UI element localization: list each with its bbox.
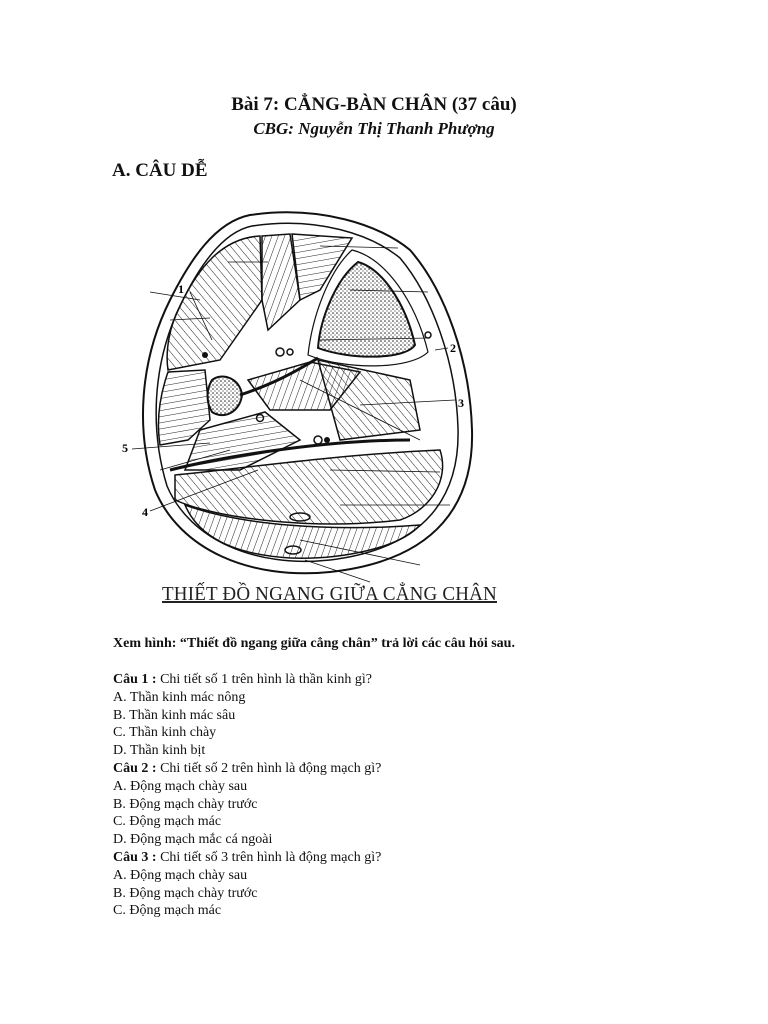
document-title: Bài 7: CẲNG-BÀN CHÂN (37 câu) (231, 94, 517, 115)
answer-option-b: B. Thần kinh mác sâu (113, 707, 236, 723)
figure-label-1: 1 (178, 282, 184, 296)
question-stem (113, 849, 381, 867)
question-label: Câu 1 : (113, 672, 157, 687)
figure-label-5: 5 (122, 441, 128, 455)
answer-option-b: B. Động mạch chày trước (113, 796, 258, 812)
figure-caption: THIẾT ĐỒ NGANG GIỮA CẲNG CHÂN (162, 583, 497, 605)
question-stem (113, 671, 372, 689)
question-2 (113, 760, 381, 849)
answer-option-c: C. Động mạch mác (113, 903, 222, 919)
fibula-bone (208, 376, 243, 415)
answer-option-c: C. Thần kinh chày (113, 725, 217, 741)
figure-label-3: 3 (458, 396, 464, 410)
question-label: Câu 2 : (113, 761, 157, 776)
question-stem (113, 760, 381, 778)
figure-label-2: 2 (450, 341, 456, 355)
answer-option-a: A. Thần kinh mác nông (113, 689, 246, 705)
question-text: Chi tiết số 1 trên hình là thần kinh gì? (156, 672, 372, 687)
question-text: Chi tiết số 3 trên hình là động mạch gì? (156, 850, 382, 865)
question-label: Câu 3 : (113, 850, 157, 865)
answer-option-a: A. Động mạch chày sau (113, 778, 248, 794)
document-subtitle: CBG: Nguyễn Thị Thanh Phượng (253, 119, 495, 138)
flexor-digitorum (318, 360, 420, 440)
answer-option-d: D. Thần kinh bịt (113, 743, 206, 759)
section-heading: A. CÂU DỄ (112, 160, 208, 181)
answer-option-d: D. Động mạch mắc cá ngoài (113, 832, 273, 848)
answer-option-c: C. Động mạch mác (113, 814, 222, 830)
answer-option-b: B. Động mạch chày trước (113, 885, 258, 901)
answer-option-a: A. Động mạch chày sau (113, 867, 248, 883)
question-3 (113, 849, 381, 920)
leg-cross-section-diagram (110, 200, 490, 590)
anterior-muscle-1 (167, 236, 262, 370)
figure-label-4: 4 (142, 505, 148, 519)
question-text: Chi tiết số 2 trên hình là động mạch gì? (156, 761, 382, 776)
question-1 (113, 671, 372, 760)
intro-text: Xem hình: “Thiết đồ ngang giữa cẳng chân” trả lời các câu hỏi sau. (113, 636, 515, 651)
